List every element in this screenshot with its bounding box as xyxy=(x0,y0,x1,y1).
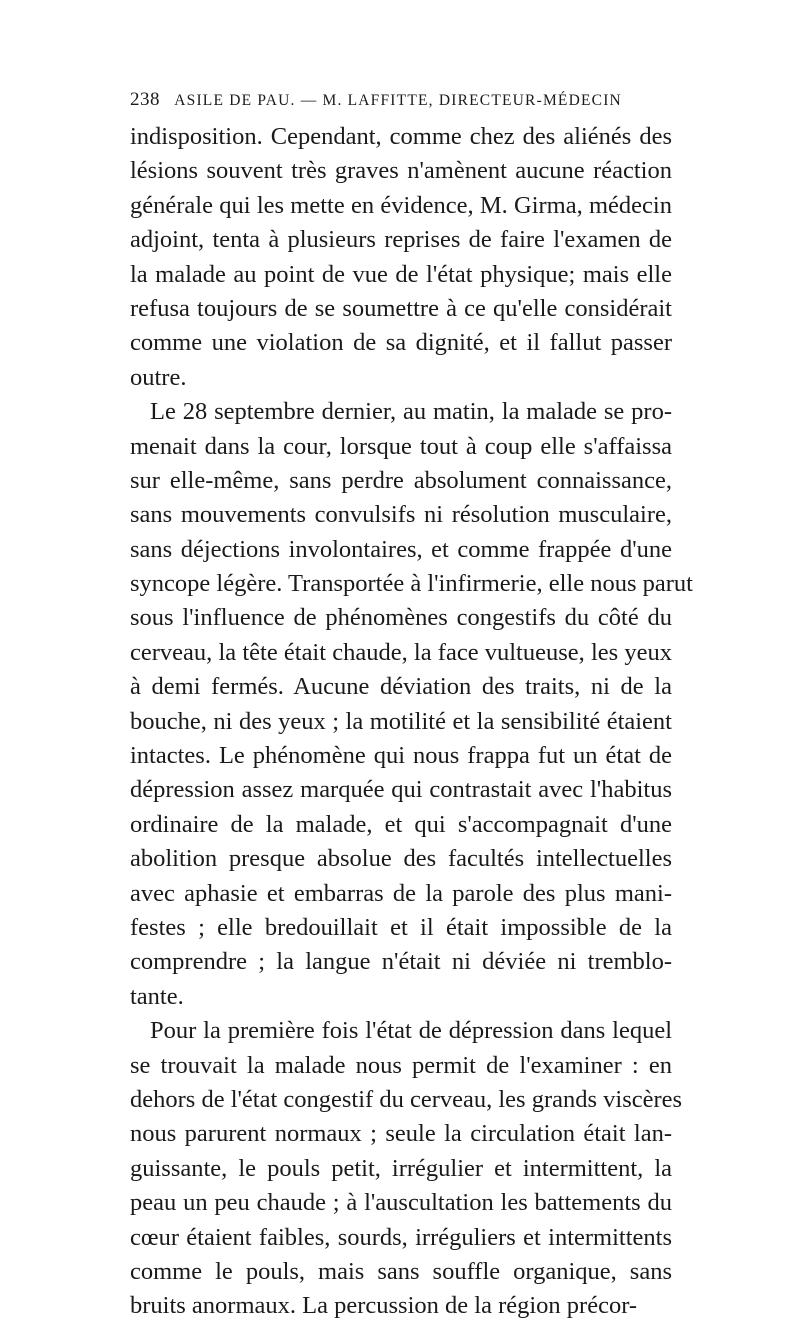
text-line: dépression assez marquée qui contrastait avec l'habitus xyxy=(130,776,672,804)
text-line: indisposition. Cependant, comme chez des aliénés des xyxy=(130,123,672,150)
text-line: peau un peu chaude ; à l'auscultation les battements du xyxy=(130,1189,672,1217)
running-header xyxy=(130,89,670,111)
running-title: ASILE DE PAU. — M. LAFFITTE, DIRECTEUR-MÉDECIN xyxy=(174,92,622,109)
text-line: cerveau, la tête était chaude, la face vultueuse, les yeux xyxy=(130,638,672,666)
text-line: bruits anormaux. La percussion de la région précor- xyxy=(130,1292,638,1320)
text-line: sans déjections involontaires, et comme frappée d'une xyxy=(130,535,672,563)
text-line: nous parurent normaux ; seule la circulation était lan- xyxy=(130,1120,672,1148)
text-line: syncope légère. Transportée à l'infirmerie, elle nous parut xyxy=(130,570,693,598)
text-line: ordinaire de la malade, et qui s'accompagnait d'une xyxy=(130,810,672,838)
text-line: Le 28 septembre dernier, au matin, la malade se pro- xyxy=(150,398,672,426)
text-line: avec aphasie et embarras de la parole des plus mani- xyxy=(130,879,672,907)
text-line: refusa toujours de se soumettre à ce qu'elle considérait xyxy=(130,294,672,322)
text-line: sous l'influence de phénomènes congestifs du côté du xyxy=(130,604,672,632)
text-line: sans mouvements convulsifs ni résolution musculaire, xyxy=(130,501,672,529)
text-line: abolition presque absolue des facultés intellectuelles xyxy=(130,845,672,873)
text-line: sur elle-même, sans perdre absolument connaissance, xyxy=(130,466,672,494)
text-line: bouche, ni des yeux ; la motilité et la sensibilité étaient xyxy=(130,707,672,735)
text-line: intactes. Le phénomène qui nous frappa fut un état de xyxy=(130,742,672,770)
text-line: outre. xyxy=(130,363,187,391)
text-line: comme une violation de sa dignité, et il fallut passer xyxy=(130,329,672,357)
text-line: à demi fermés. Aucune déviation des traits, ni de la xyxy=(130,673,672,701)
text-line: cœur étaient faibles, sourds, irréguliers et intermittents xyxy=(130,1223,672,1251)
text-line: festes ; elle bredouillait et il était impossible de la xyxy=(130,913,672,941)
text-line: se trouvait la malade nous permit de l'examiner : en xyxy=(130,1051,672,1079)
text-line: tante. xyxy=(130,982,184,1010)
text-line: la malade au point de vue de l'état physique; mais elle xyxy=(130,260,672,288)
text-line: adjoint, tenta à plusieurs reprises de faire l'examen de xyxy=(130,226,672,254)
text-line: générale qui les mette en évidence, M. Girma, médecin xyxy=(130,191,672,219)
paragraph xyxy=(130,1014,683,1324)
text-line: comme le pouls, mais sans souffle organique, sans xyxy=(130,1257,672,1285)
text-line: guissante, le pouls petit, irrégulier et intermittent, la xyxy=(130,1154,672,1182)
text-line: lésions souvent très graves n'amènent aucune réaction xyxy=(130,157,672,185)
paragraph xyxy=(130,120,672,395)
page-number: 238 xyxy=(130,89,160,110)
text-line: dehors de l'état congestif du cerveau, les grands viscères xyxy=(130,1085,683,1113)
paragraph xyxy=(130,395,693,1014)
text-line: Pour la première fois l'état de dépression dans lequel xyxy=(150,1017,672,1045)
text-line: menait dans la cour, lorsque tout à coup elle s'affaissa xyxy=(130,432,672,460)
body-text xyxy=(130,120,693,1324)
text-line: comprendre ; la langue n'était ni déviée ni tremblo- xyxy=(130,948,672,976)
